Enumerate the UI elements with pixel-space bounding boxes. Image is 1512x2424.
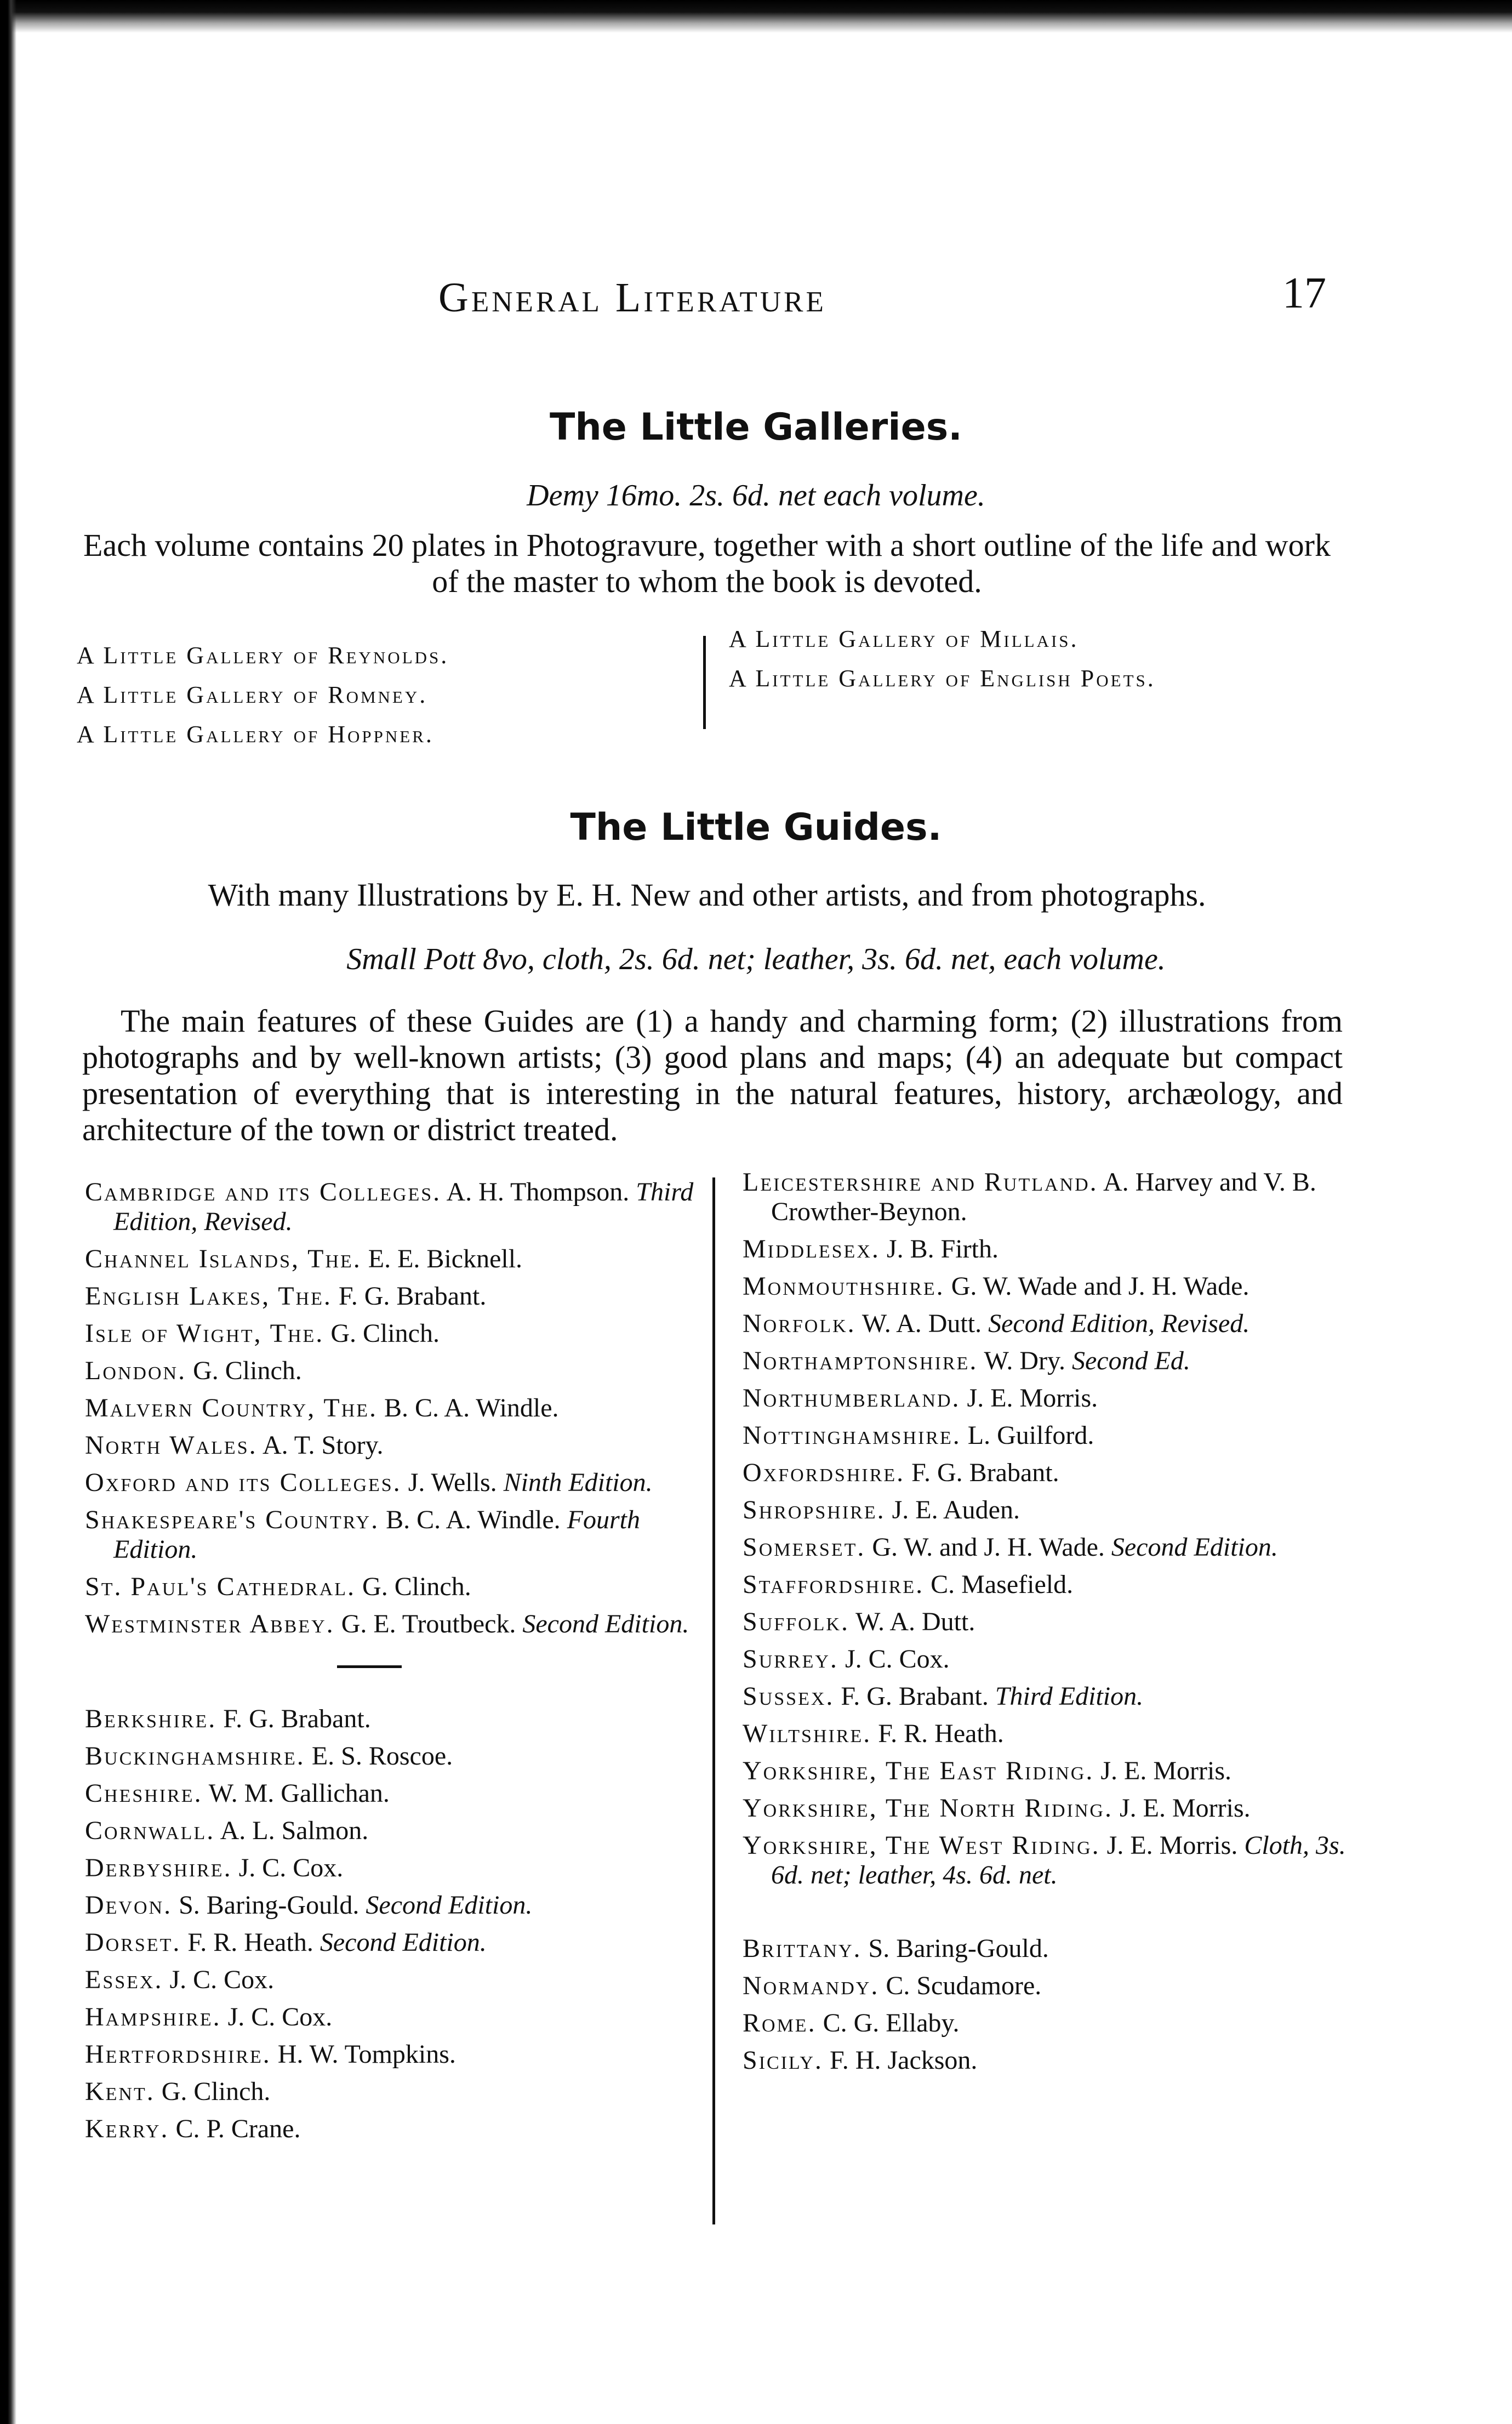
galleries-format: Demy 16mo. 2s. 6d. net each volume. [527, 479, 985, 513]
guide-edition: Second Edition. [522, 1609, 689, 1638]
guide-edition: Fourth Edition. [113, 1505, 640, 1564]
group-spacer [743, 1898, 1362, 1934]
guide-entry [743, 1346, 1362, 1376]
guide-author: J. E. Morris. [1100, 1756, 1232, 1785]
guides-list [743, 1168, 1362, 1890]
guide-author: G. E. Troutbeck. [341, 1609, 516, 1638]
guides-list [85, 1177, 696, 1639]
guide-entry [85, 1965, 696, 1995]
guide-author: G. Clinch. [330, 1319, 440, 1348]
guide-title: Essex. [85, 1965, 163, 1994]
guide-title: Normandy. [743, 1971, 880, 2000]
guide-author: C. P. Crane. [175, 2114, 301, 2143]
guide-entry [85, 2002, 696, 2032]
guide-author: F. G. Brabant. [841, 1682, 989, 1711]
guide-title: Suffolk. [743, 1607, 849, 1636]
guide-entry [743, 1645, 1362, 1674]
guide-entry [85, 1779, 696, 1808]
guide-author: A. Harvey and V. B. Crowther-Beynon. [771, 1168, 1316, 1226]
guide-title: Derbyshire. [85, 1853, 232, 1882]
guide-author: G. W. Wade and J. H. Wade. [951, 1272, 1249, 1301]
guide-author: J. E. Morris. [1119, 1794, 1251, 1823]
guide-title: Monmouthshire. [743, 1272, 945, 1301]
guide-author: J. C. Cox. [845, 1645, 950, 1674]
guide-author: G. W. and J. H. Wade. [872, 1533, 1105, 1562]
guide-author: J. E. Auden. [892, 1495, 1020, 1524]
guide-entry [85, 1928, 696, 1958]
guide-title: Leicestershire and Rutland. [743, 1168, 1098, 1197]
guide-entry [85, 1177, 696, 1237]
guide-author: F. G. Brabant. [223, 1704, 371, 1733]
guides-title: The Little Guides. [570, 806, 942, 849]
guide-title: Yorkshire, The West Riding. [743, 1831, 1100, 1860]
guide-author: W. Dry. [984, 1346, 1065, 1375]
guide-edition: Third Edition. [995, 1682, 1144, 1711]
guide-title: Northamptonshire. [743, 1346, 978, 1375]
guide-edition: Second Ed. [1071, 1346, 1190, 1375]
guide-edition: Second Edition. [319, 1928, 487, 1957]
galleries-list-left [77, 636, 691, 754]
guide-title: English Lakes, The. [85, 1282, 332, 1311]
guide-entry [85, 1244, 696, 1274]
guide-author: J. C. Cox. [238, 1853, 344, 1882]
guide-entry [743, 2008, 1362, 2038]
guide-entry [743, 1458, 1362, 1488]
guide-entry [85, 2114, 696, 2144]
guide-entry [743, 1831, 1362, 1890]
guide-entry [85, 2077, 696, 2107]
guide-author: J. E. Morris. [967, 1384, 1098, 1413]
running-head: General Literature [438, 275, 826, 321]
guide-entry [743, 1682, 1362, 1711]
guide-title: Wiltshire. [743, 1719, 872, 1748]
guide-title: St. Paul's Cathedral. [85, 1572, 356, 1601]
guide-entry [85, 1704, 696, 1734]
guide-entry [85, 1609, 696, 1639]
guide-title: Dorset. [85, 1928, 181, 1957]
guide-title: Shropshire. [743, 1495, 886, 1524]
guide-entry [85, 2040, 696, 2069]
guide-entry [85, 1891, 696, 1920]
guide-title: Kent. [85, 2077, 155, 2106]
guide-author: B. C. A. Windle. [384, 1393, 559, 1422]
guide-title: Malvern Country, The. [85, 1393, 378, 1422]
guide-entry [743, 1934, 1362, 1964]
guide-entry [85, 1393, 696, 1423]
guide-title: Yorkshire, The East Riding. [743, 1756, 1094, 1785]
guide-title: Devon. [85, 1891, 173, 1920]
guide-entry [743, 1168, 1362, 1227]
guide-title: North Wales. [85, 1431, 258, 1460]
guide-title: Northumberland. [743, 1384, 961, 1413]
galleries-column-rule [703, 636, 706, 729]
guide-title: Hampshire. [85, 2002, 221, 2032]
guide-entry [743, 1384, 1362, 1413]
guide-author: H. W. Tompkins. [277, 2040, 456, 2069]
scan-edge-left [0, 0, 16, 2424]
guide-entry [743, 1607, 1362, 1637]
guide-author: J. B. Firth. [886, 1234, 999, 1264]
guide-entry [85, 1816, 696, 1846]
guide-entry [743, 1570, 1362, 1600]
guide-title: Yorkshire, The North Riding. [743, 1794, 1113, 1823]
guide-author: S. Baring-Gould. [868, 1934, 1049, 1963]
guides-illustrations: With many Illustrations by E. H. New and other artists, and from photographs. [208, 877, 1206, 913]
guide-author: J. Wells. [408, 1468, 497, 1497]
guide-entry [743, 1756, 1362, 1786]
section-divider [337, 1665, 402, 1668]
gallery-item: A Little Gallery of Romney. [77, 681, 428, 708]
guide-author: E. E. Bicknell. [368, 1244, 523, 1273]
guide-entry [743, 1971, 1362, 2001]
guide-edition: Third Edition, Revised. [113, 1177, 694, 1236]
guide-title: Cheshire. [85, 1779, 203, 1808]
guide-author: L. Guilford. [967, 1421, 1094, 1450]
guide-title: Sussex. [743, 1682, 835, 1711]
guide-title: Isle of Wight, The. [85, 1319, 324, 1348]
guides-column-right [743, 1168, 1362, 2083]
guide-entry [743, 1495, 1362, 1525]
guide-title: Cambridge and its Colleges. [85, 1177, 442, 1207]
guide-title: Rome. [743, 2008, 817, 2038]
guide-entry [85, 1742, 696, 1771]
guide-author: F. R. Heath. [187, 1928, 313, 1957]
galleries-list-right [729, 619, 1387, 698]
guide-title: Surrey. [743, 1645, 838, 1674]
guide-title: Brittany. [743, 1934, 862, 1963]
guide-entry [743, 1421, 1362, 1450]
guide-entry [85, 1468, 696, 1498]
gallery-item: A Little Gallery of Reynolds. [77, 642, 449, 669]
guide-edition: Second Edition, Revised. [988, 1309, 1250, 1338]
guide-entry [743, 1234, 1362, 1264]
guide-entry [85, 1572, 696, 1602]
gallery-item: A Little Gallery of English Poets. [729, 665, 1156, 692]
guide-author: W. M. Gallichan. [208, 1779, 390, 1808]
guide-title: Kerry. [85, 2114, 169, 2143]
guide-entry [743, 1719, 1362, 1749]
guides-description: The main features of these Guides are (1) a handy and charming form; (2) illustrations from photographs and by well-known artists; (3) good plans and maps; (4) an adequate but compact presentation of everything that is interesting in the natural features, history, archæology, and architecture of the town or district treated. [82, 1003, 1343, 1147]
guide-author: C. G. Ellaby. [823, 2008, 960, 2038]
guide-title: Cornwall. [85, 1816, 215, 1845]
guide-title: Oxford and its Colleges. [85, 1468, 402, 1497]
guide-entry [743, 1272, 1362, 1301]
guide-edition: Ninth Edition. [503, 1468, 653, 1497]
guide-author: B. C. A. Windle. [386, 1505, 561, 1534]
scan-edge-top [0, 0, 1512, 33]
guide-edition: Cloth, 3s. 6d. net; leather, 4s. 6d. net. [771, 1831, 1346, 1890]
gallery-item: A Little Gallery of Hoppner. [77, 721, 434, 748]
guide-entry [85, 1356, 696, 1386]
guide-author: F. H. Jackson. [829, 2046, 978, 2075]
guide-title: Buckinghamshire. [85, 1742, 305, 1771]
guide-author: A. H. Thompson. [446, 1177, 630, 1207]
page-number: 17 [1282, 269, 1326, 317]
guide-author: W. A. Dutt. [861, 1309, 982, 1338]
guide-title: Sicily. [743, 2046, 823, 2075]
guide-author: A. T. Story. [262, 1431, 384, 1460]
galleries-description: Each volume contains 20 plates in Photogravure, together with a short outline of the life and work of the master to whom the book is devoted. [83, 527, 1331, 599]
guide-author: J. C. Cox. [169, 1965, 275, 1994]
guide-author: A. L. Salmon. [220, 1816, 369, 1845]
guide-entry [85, 1431, 696, 1460]
guide-author: F. G. Brabant. [911, 1458, 1059, 1487]
guide-title: Nottinghamshire. [743, 1421, 961, 1450]
guide-author: G. Clinch. [161, 2077, 271, 2106]
galleries-title: The Little Galleries. [549, 406, 963, 449]
gallery-item: A Little Gallery of Millais. [729, 625, 1079, 652]
guide-entry [85, 1853, 696, 1883]
guide-author: C. Scudamore. [886, 1971, 1042, 2000]
guides-column-left [85, 1177, 696, 2152]
guide-author: G. Clinch. [362, 1572, 471, 1601]
guide-entry [743, 1309, 1362, 1339]
guide-author: J. E. Morris. [1106, 1831, 1238, 1860]
guide-title: Somerset. [743, 1533, 866, 1562]
guide-author: G. Clinch. [193, 1356, 302, 1385]
guide-title: Westminster Abbey. [85, 1609, 335, 1638]
guide-author: W. A. Dutt. [855, 1607, 975, 1636]
guide-author: S. Baring-Gould. [179, 1891, 360, 1920]
guide-author: F. R. Heath. [878, 1719, 1004, 1748]
guide-edition: Second Edition. [1111, 1533, 1278, 1562]
guide-entry [743, 1533, 1362, 1562]
guide-title: Norfolk. [743, 1309, 856, 1338]
guides-column-rule [712, 1177, 715, 2224]
guide-entry [743, 2046, 1362, 2075]
guide-edition: Second Edition. [366, 1891, 533, 1920]
guide-entry [85, 1505, 696, 1564]
guide-title: Oxfordshire. [743, 1458, 905, 1487]
guide-author: E. S. Roscoe. [311, 1742, 453, 1771]
guides-format: Small Pott 8vo, cloth, 2s. 6d. net; leather, 3s. 6d. net, each volume. [346, 942, 1166, 976]
guide-title: Channel Islands, The. [85, 1244, 362, 1273]
guide-entry [85, 1282, 696, 1311]
guide-author: C. Masefield. [931, 1570, 1074, 1599]
guide-author: J. C. Cox. [227, 2002, 333, 2032]
guide-entry [743, 1794, 1362, 1823]
guides-list [85, 1704, 696, 2144]
guide-title: Middlesex. [743, 1234, 880, 1264]
guide-title: Staffordshire. [743, 1570, 925, 1599]
guide-title: London. [85, 1356, 187, 1385]
guide-title: Hertfordshire. [85, 2040, 271, 2069]
guide-title: Berkshire. [85, 1704, 217, 1733]
guide-title: Shakespeare's Country. [85, 1505, 380, 1534]
guides-list [743, 1934, 1362, 2075]
guide-author: F. G. Brabant. [338, 1282, 487, 1311]
guide-entry [85, 1319, 696, 1348]
